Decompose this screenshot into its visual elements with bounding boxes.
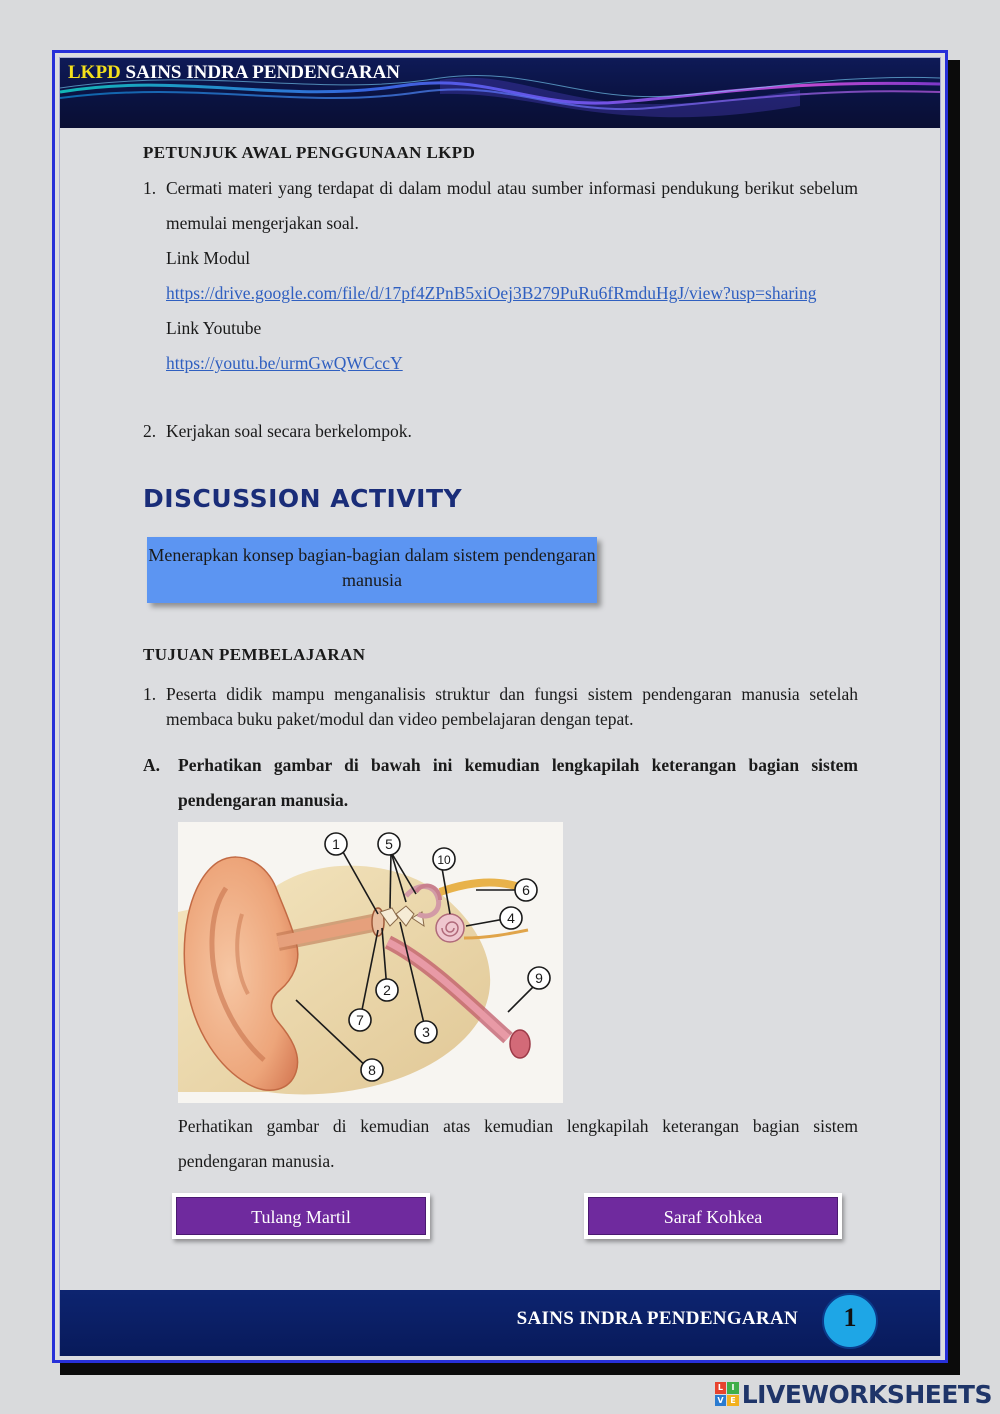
figure-label-10: 10 bbox=[437, 853, 451, 867]
modul-link[interactable]: https://drive.google.com/file/d/17pf4ZPnB5xiOej3B279PuRu6fRmduHgJ/view?usp=sharing bbox=[166, 283, 817, 303]
instructions-heading: PETUNJUK AWAL PENGGUNAAN LKPD bbox=[143, 143, 476, 162]
question-letter: A. bbox=[143, 755, 161, 775]
objective-text: Peserta didik mampu menganalisis struktur dan fungsi sistem pendengaran manusia setelah membaca buku paket/modul dan video pembelajaran dengan tepat. bbox=[166, 684, 858, 729]
page-number-badge: 1 bbox=[822, 1293, 878, 1349]
figure-label-6: 6 bbox=[522, 882, 530, 898]
list-number: 2. bbox=[143, 421, 157, 441]
answer-label: Saraf Kohkea bbox=[588, 1197, 838, 1235]
figure-label-9: 9 bbox=[535, 970, 543, 986]
instruction-item-1 bbox=[143, 171, 858, 381]
link-modul-label: Link Modul bbox=[166, 248, 251, 268]
answer-label: Tulang Martil bbox=[176, 1197, 426, 1235]
list-number: 1. bbox=[143, 684, 157, 704]
footer-banner bbox=[60, 1290, 940, 1356]
liveworksheets-wordmark: LIVEWORKSHEETS bbox=[741, 1379, 992, 1409]
instruction-text: Cermati materi yang terdapat di dalam modul atau sumber informasi pendukung berikut sebelum memulai mengerjakan soal. bbox=[166, 178, 858, 233]
objectives-heading: TUJUAN PEMBELAJARAN bbox=[143, 645, 366, 664]
header-title: LKPD SAINS INDRA PENDENGARAN bbox=[68, 62, 401, 83]
figure-label-7: 7 bbox=[356, 1012, 364, 1028]
liveworksheets-mark-icon: L I V E bbox=[715, 1382, 739, 1406]
figure-label-1: 1 bbox=[332, 836, 340, 852]
instruction-item-2 bbox=[143, 414, 858, 449]
list-number: 1. bbox=[143, 178, 157, 198]
liveworksheets-logo[interactable] bbox=[715, 1378, 992, 1410]
figure-label-8: 8 bbox=[368, 1062, 376, 1078]
question-text: Perhatikan gambar di bawah ini kemudian lengkapilah keterangan bagian sistem pendengaran manusia. bbox=[178, 755, 858, 810]
discussion-title: DISCUSSION ACTIVITY bbox=[143, 484, 463, 513]
ear-anatomy-figure bbox=[178, 822, 563, 1103]
answer-button-tulang-martil[interactable] bbox=[172, 1193, 430, 1239]
footer-title: SAINS INDRA PENDENGARAN bbox=[516, 1308, 798, 1329]
instruction-text: Kerjakan soal secara berkelompok. bbox=[166, 421, 412, 441]
ear-anatomy-illustration bbox=[178, 822, 563, 1103]
figure-label-2: 2 bbox=[383, 982, 391, 998]
figure-label-4: 4 bbox=[507, 910, 515, 926]
figure-instruction: Perhatikan gambar di kemudian atas kemudian lengkapilah keterangan bagian sistem pendengaran manusia. bbox=[178, 1116, 858, 1171]
header-banner bbox=[60, 58, 940, 128]
figure-label-5: 5 bbox=[385, 836, 393, 852]
question-a bbox=[143, 748, 858, 818]
figure-label-3: 3 bbox=[422, 1024, 430, 1040]
youtube-link[interactable]: https://youtu.be/urmGwQWCccY bbox=[166, 353, 403, 373]
answer-button-saraf-kohkea[interactable] bbox=[584, 1193, 842, 1239]
objective-item-1 bbox=[143, 682, 858, 732]
link-youtube-label: Link Youtube bbox=[166, 318, 262, 338]
discussion-box: Menerapkan konsep bagian-bagian dalam sistem pendengaran manusia bbox=[147, 537, 597, 603]
